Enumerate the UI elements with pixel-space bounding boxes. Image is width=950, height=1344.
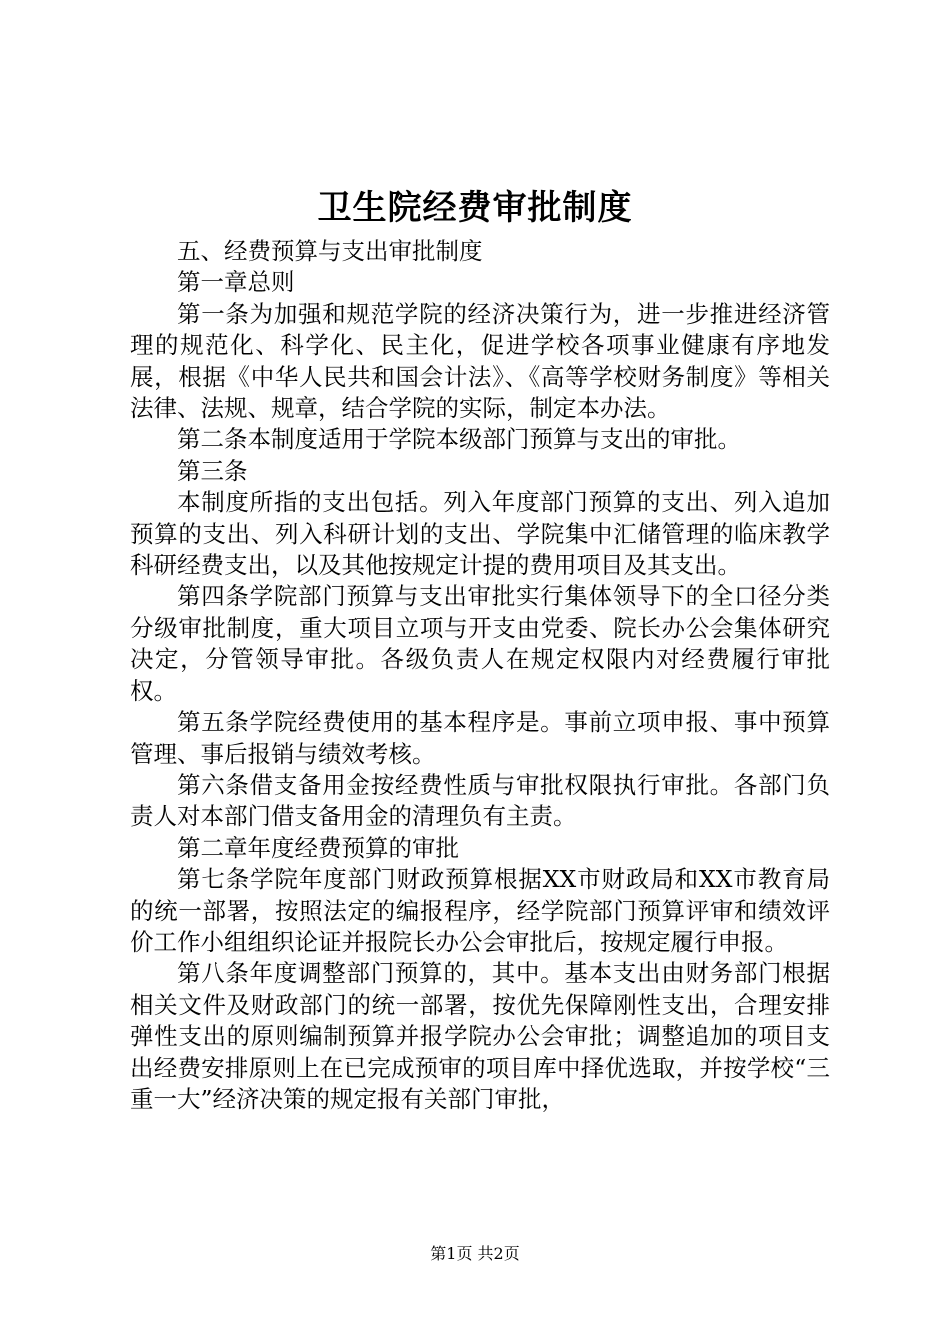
- page-footer: [0, 1243, 950, 1265]
- section-heading: 五、经费预算与支出审批制度: [177, 237, 483, 265]
- article-paragraph: 本制度所指的支出包括。列入年度部门预算的支出、列入追加预算的支出、列入科研计划的支出、学院集中汇储管理的临床教学科研经费支出，以及其他按规定计提的费用项目及其支出。: [130, 488, 830, 580]
- article-paragraph: 第八条年度调整部门预算的，其中。基本支出由财务部门根据相关文件及财政部门的统一部署，按优先保障刚性支出，合理安排弹性支出的原则编制预算并报学院办公会审批；调整追加的项目支出经费安排原则上在已完成预审的项目库中择优选取，并按学校“三重一大”经济决策的规定报有关部门审批，: [130, 959, 830, 1113]
- article-heading: 第三条: [177, 456, 248, 485]
- document-title: 卫生院经费审批制度: [317, 188, 633, 228]
- article-paragraph: 第一条为加强和规范学院的经济决策行为，进一步推进经济管理的规范化、科学化、民主化，促进学校各项事业健康有序地发展，根据《中华人民共和国会计法》、《高等学校财务制度》等相关法律、法规、规章，结合学院的实际，制定本办法。: [130, 299, 830, 423]
- article-paragraph: 第二条本制度适用于学院本级部门预算与支出的审批。: [177, 425, 741, 454]
- chapter-heading: 第一章总则: [177, 268, 295, 297]
- document-body: [130, 236, 830, 1115]
- chapter-heading: 第二章年度经费预算的审批: [177, 833, 459, 862]
- article-paragraph: 第六条借支备用金按经费性质与审批权限执行审批。各部门负责人对本部门借支备用金的清理负有主责。: [130, 770, 830, 831]
- article-paragraph: 第五条学院经费使用的基本程序是。事前立项申报、事中预算管理、事后报销与绩效考核。: [130, 708, 830, 768]
- page-number: 第1页 共2页: [430, 1244, 520, 1263]
- article-paragraph: 第四条学院部门预算与支出审批实行集体领导下的全口径分类分级审批制度，重大项目立项与开支由党委、院长办公会集体研究决定，分管领导审批。各级负责人在规定权限内对经费履行审批权。: [130, 582, 830, 705]
- article-paragraph: 第七条学院年度部门财政预算根据XX市财政局和XX市教育局的统一部署，按照法定的编报程序，经学院部门预算评审和绩效评价工作小组组织论证并报院长办公会审批后，按规定履行申报。: [130, 865, 830, 956]
